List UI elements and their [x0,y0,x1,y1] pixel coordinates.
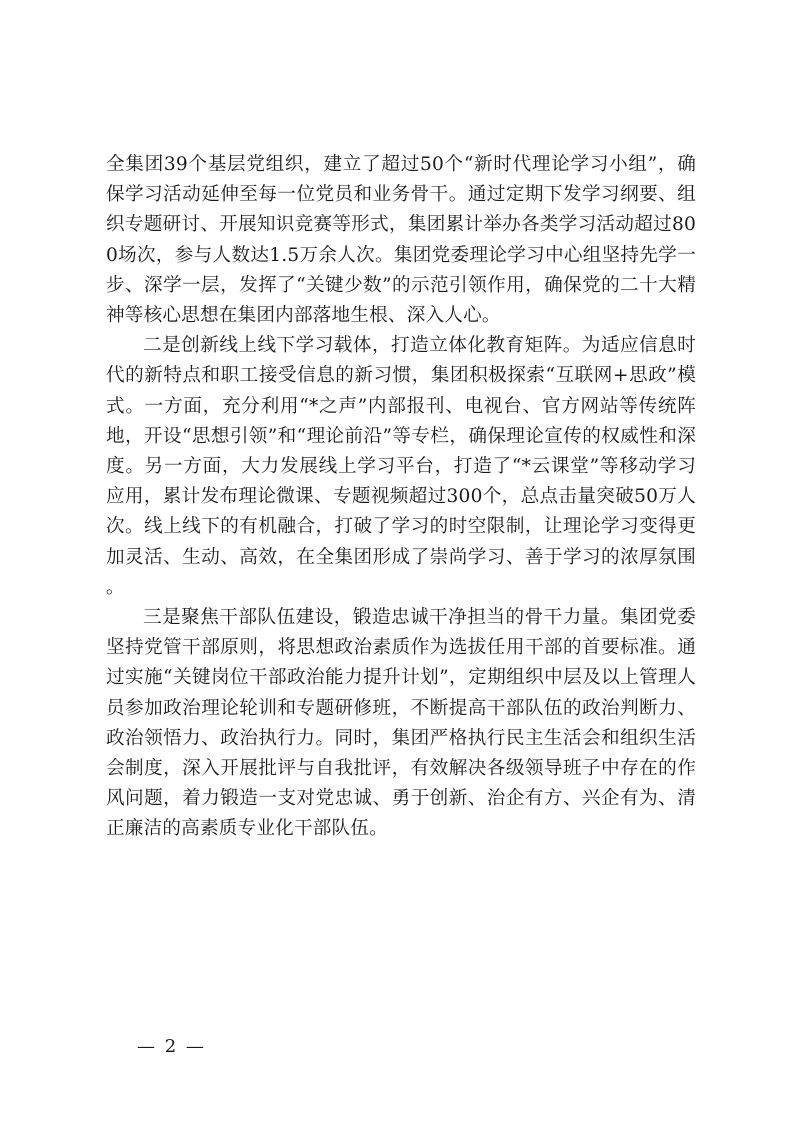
page-number: — 2 — [137,1036,206,1057]
paragraph-continued: 全集团39个基层党组织，建立了超过50个“新时代理论学习小组”，确保学习活动延伸至每一位党员和业务骨干。通过定期下发学习纲要、组织专题研讨、开展知识竞赛等形式，集团累计举办各类学习活动超过800场次，参与人数达1.5万余人次。集团党委理论学习中心组坚持先学一步、深学一层，发挥了“关键少数”的示范引领作用，确保党的二十大精神等核心思想在集团内部落地生根、深入人心。 [106,154,696,327]
paragraph-learning-carriers: 二是创新线上线下学习载体，打造立体化教育矩阵。为适应信息时代的新特点和职工接受信息的新习惯，集团积极探索“互联网+思政”模式。一方面，充分利用“*之声”内部报刊、电视台、官方网站等传统阵地，开设“思想引领”和“理论前沿”等专栏，确保理论宣传的权威性和深度。另一方面，大力发展线上学习平台，打造了“*云课堂”等移动学习应用，累计发布理论微课、专题视频超过300个，总点击量突破50万人次。线上线下的有机融合，打破了学习的时空限制，让理论学习变得更加灵活、生动、高效，在全集团形成了崇尚学习、善于学习的浓厚氛围。 [106,335,696,598]
document-body [106,150,696,845]
paragraph-cadre-team: 三是聚焦干部队伍建设，锻造忠诚干净担当的骨干力量。集团党委坚持党管干部原则，将思想政治素质作为选拔任用干部的首要标准。通过实施“关键岗位干部政治能力提升计划”，定期组织中层及以上管理人员参加政治理论轮训和专题研修班，不断提高干部队伍的政治判断力、政治领悟力、政治执行力。同时，集团严格执行民主生活会和组织生活会制度，深入开展批评与自我批评，有效解决各级领导班子中存在的作风问题，着力锻造一支对党忠诚、勇于创新、治企有方、兴企有为、清正廉洁的高素质专业化干部队伍。 [106,607,696,840]
